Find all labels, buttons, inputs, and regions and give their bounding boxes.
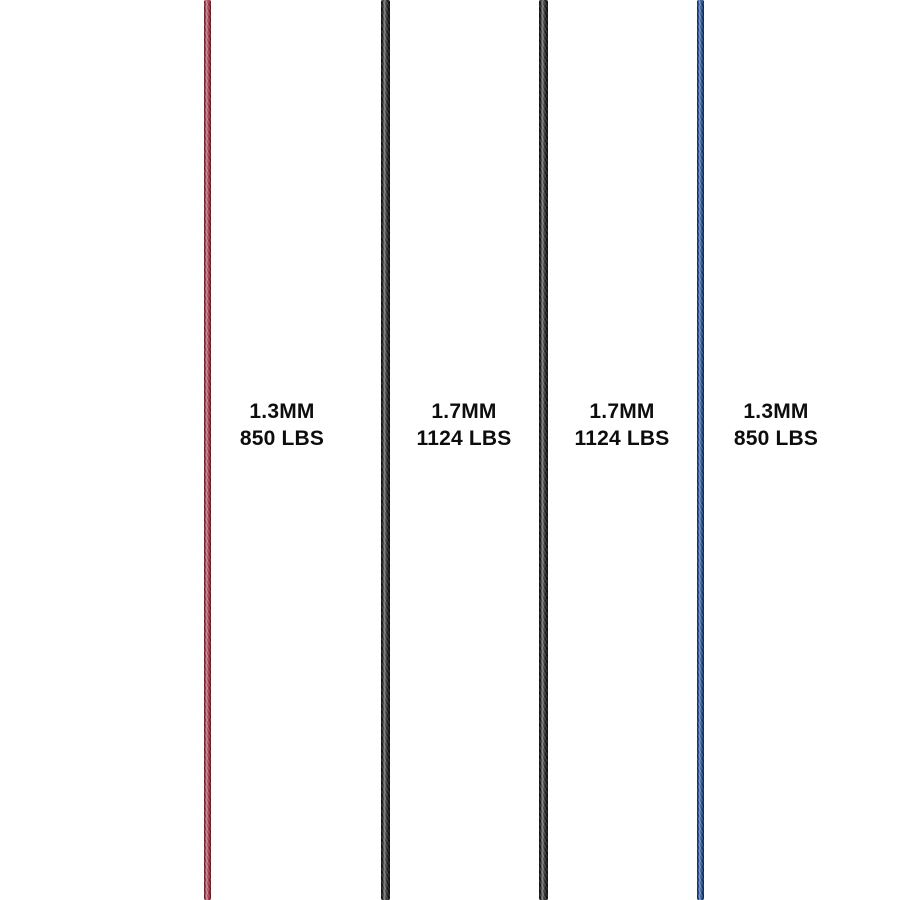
spec-strength: 850 LBS	[733, 427, 819, 450]
spec-strength: 1124 LBS	[574, 427, 670, 450]
spec-diameter: 1.3MM	[249, 400, 315, 423]
spec-diameter: 1.7MM	[431, 400, 497, 423]
spec-diameter: 1.7MM	[589, 400, 655, 423]
spec-diameter: 1.3MM	[743, 400, 809, 423]
spec-strength: 1124 LBS	[416, 427, 512, 450]
spec-strength: 850 LBS	[239, 427, 325, 450]
spec-label-blue-cord	[666, 398, 886, 452]
